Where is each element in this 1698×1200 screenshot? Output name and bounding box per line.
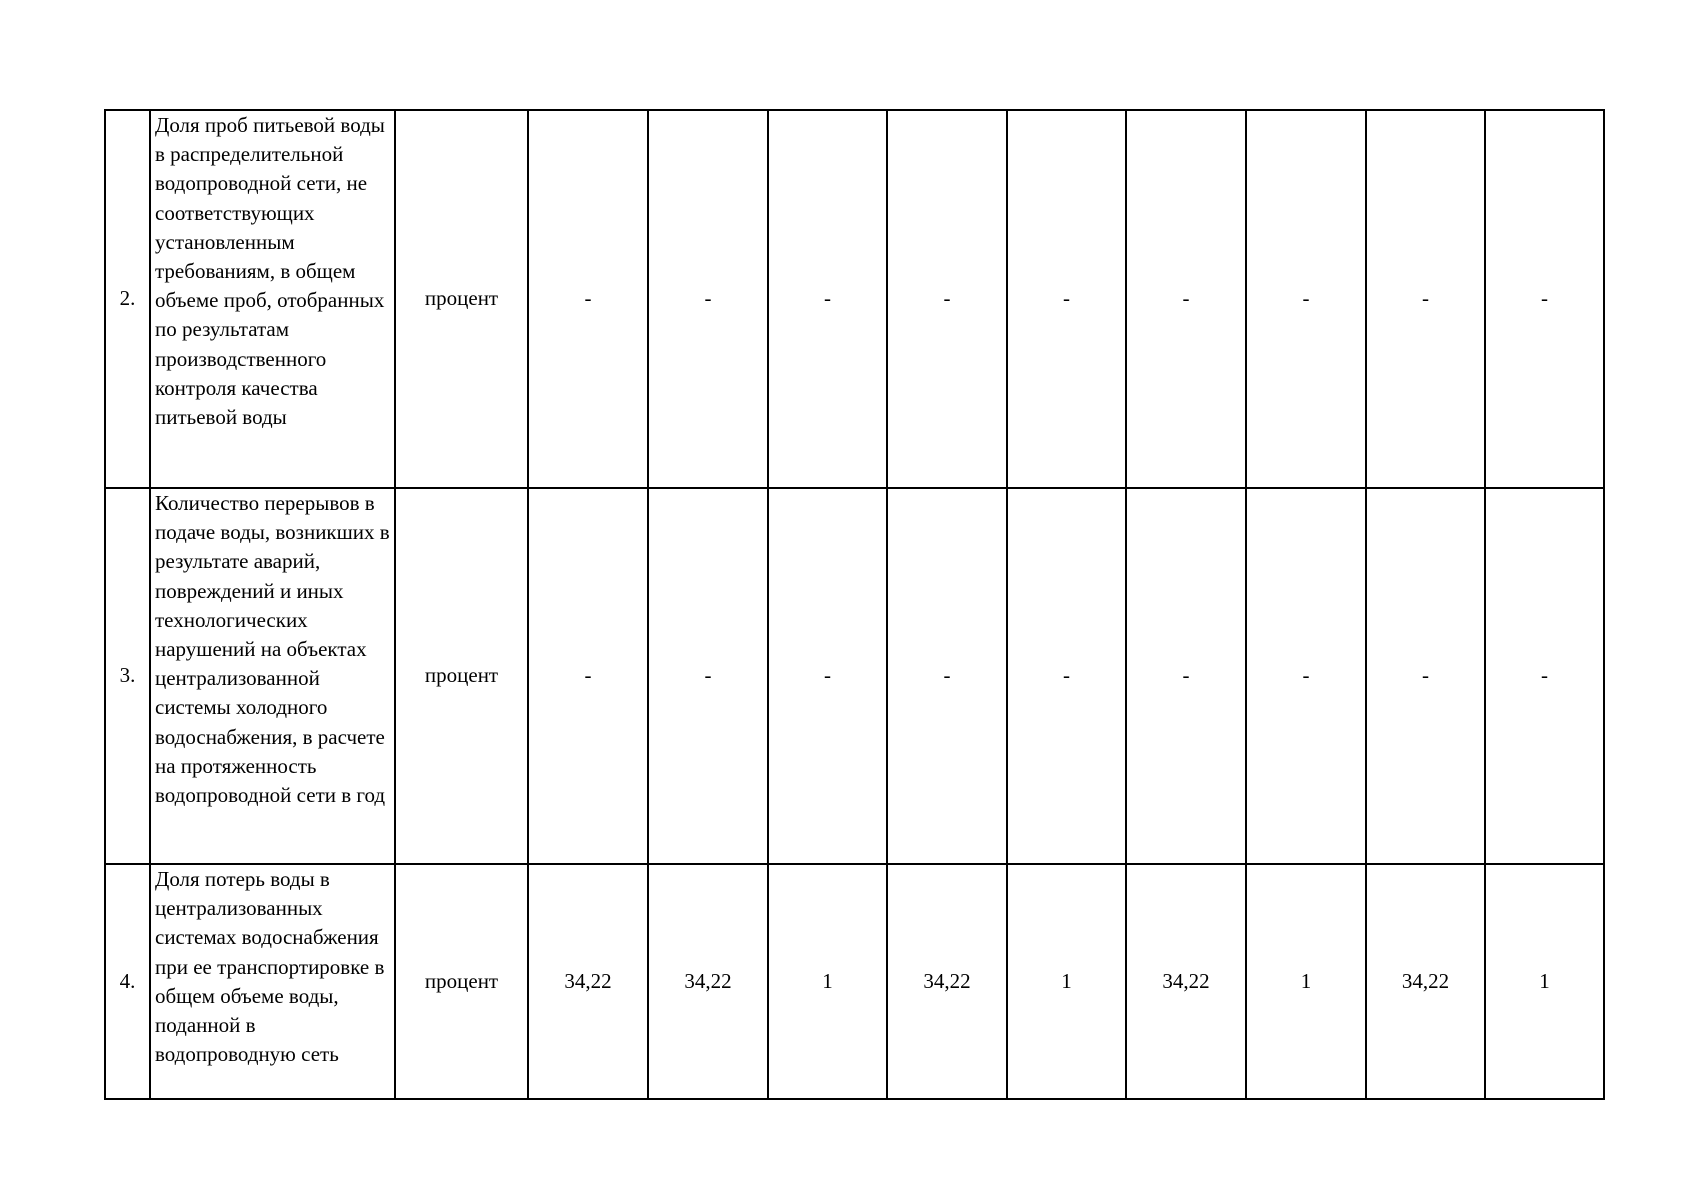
indicator-name: Доля проб питьевой воды в распределительной водопроводной сети, не соответствующих установленным требованиям, в общем объеме проб, отобранных по результатам производственного контроля качества питьевой воды: [150, 110, 395, 488]
value-cell: 34,22: [528, 864, 648, 1099]
row-number: 3.: [105, 488, 150, 864]
value-cell: 34,22: [1126, 864, 1246, 1099]
table-row: [105, 864, 1604, 1099]
unit-cell: процент: [395, 110, 528, 488]
value-cell: 34,22: [887, 864, 1007, 1099]
indicator-name: Количество перерывов в подаче воды, возникших в результате аварий, повреждений и иных технологических нарушений на объектах централизованной системы холодного водоснабжения, в расчете на протяженность водопроводной сети в год: [150, 488, 395, 864]
value-cell: -: [1485, 110, 1604, 488]
unit-cell: процент: [395, 488, 528, 864]
value-cell: -: [1126, 110, 1246, 488]
value-cell: -: [1007, 488, 1126, 864]
value-cell: 1: [1246, 864, 1366, 1099]
row-number: 2.: [105, 110, 150, 488]
value-cell: -: [1485, 488, 1604, 864]
value-cell: 1: [1485, 864, 1604, 1099]
value-cell: -: [1007, 110, 1126, 488]
table-row: [105, 488, 1604, 864]
value-cell: 1: [1007, 864, 1126, 1099]
value-cell: -: [768, 110, 887, 488]
value-cell: -: [648, 110, 768, 488]
table-row: [105, 110, 1604, 488]
value-cell: -: [1126, 488, 1246, 864]
value-cell: -: [528, 110, 648, 488]
value-cell: 1: [768, 864, 887, 1099]
value-cell: 34,22: [1366, 864, 1485, 1099]
value-cell: 34,22: [648, 864, 768, 1099]
value-cell: -: [768, 488, 887, 864]
value-cell: -: [887, 488, 1007, 864]
value-cell: -: [1246, 488, 1366, 864]
value-cell: -: [1366, 110, 1485, 488]
value-cell: -: [528, 488, 648, 864]
indicators-table: [104, 109, 1605, 1100]
unit-cell: процент: [395, 864, 528, 1099]
row-number: 4.: [105, 864, 150, 1099]
value-cell: -: [648, 488, 768, 864]
value-cell: -: [1366, 488, 1485, 864]
value-cell: -: [1246, 110, 1366, 488]
indicator-name: Доля потерь воды в централизованных системах водоснабжения при ее транспортировке в общем объеме воды, поданной в водопроводную сеть: [150, 864, 395, 1099]
value-cell: -: [887, 110, 1007, 488]
